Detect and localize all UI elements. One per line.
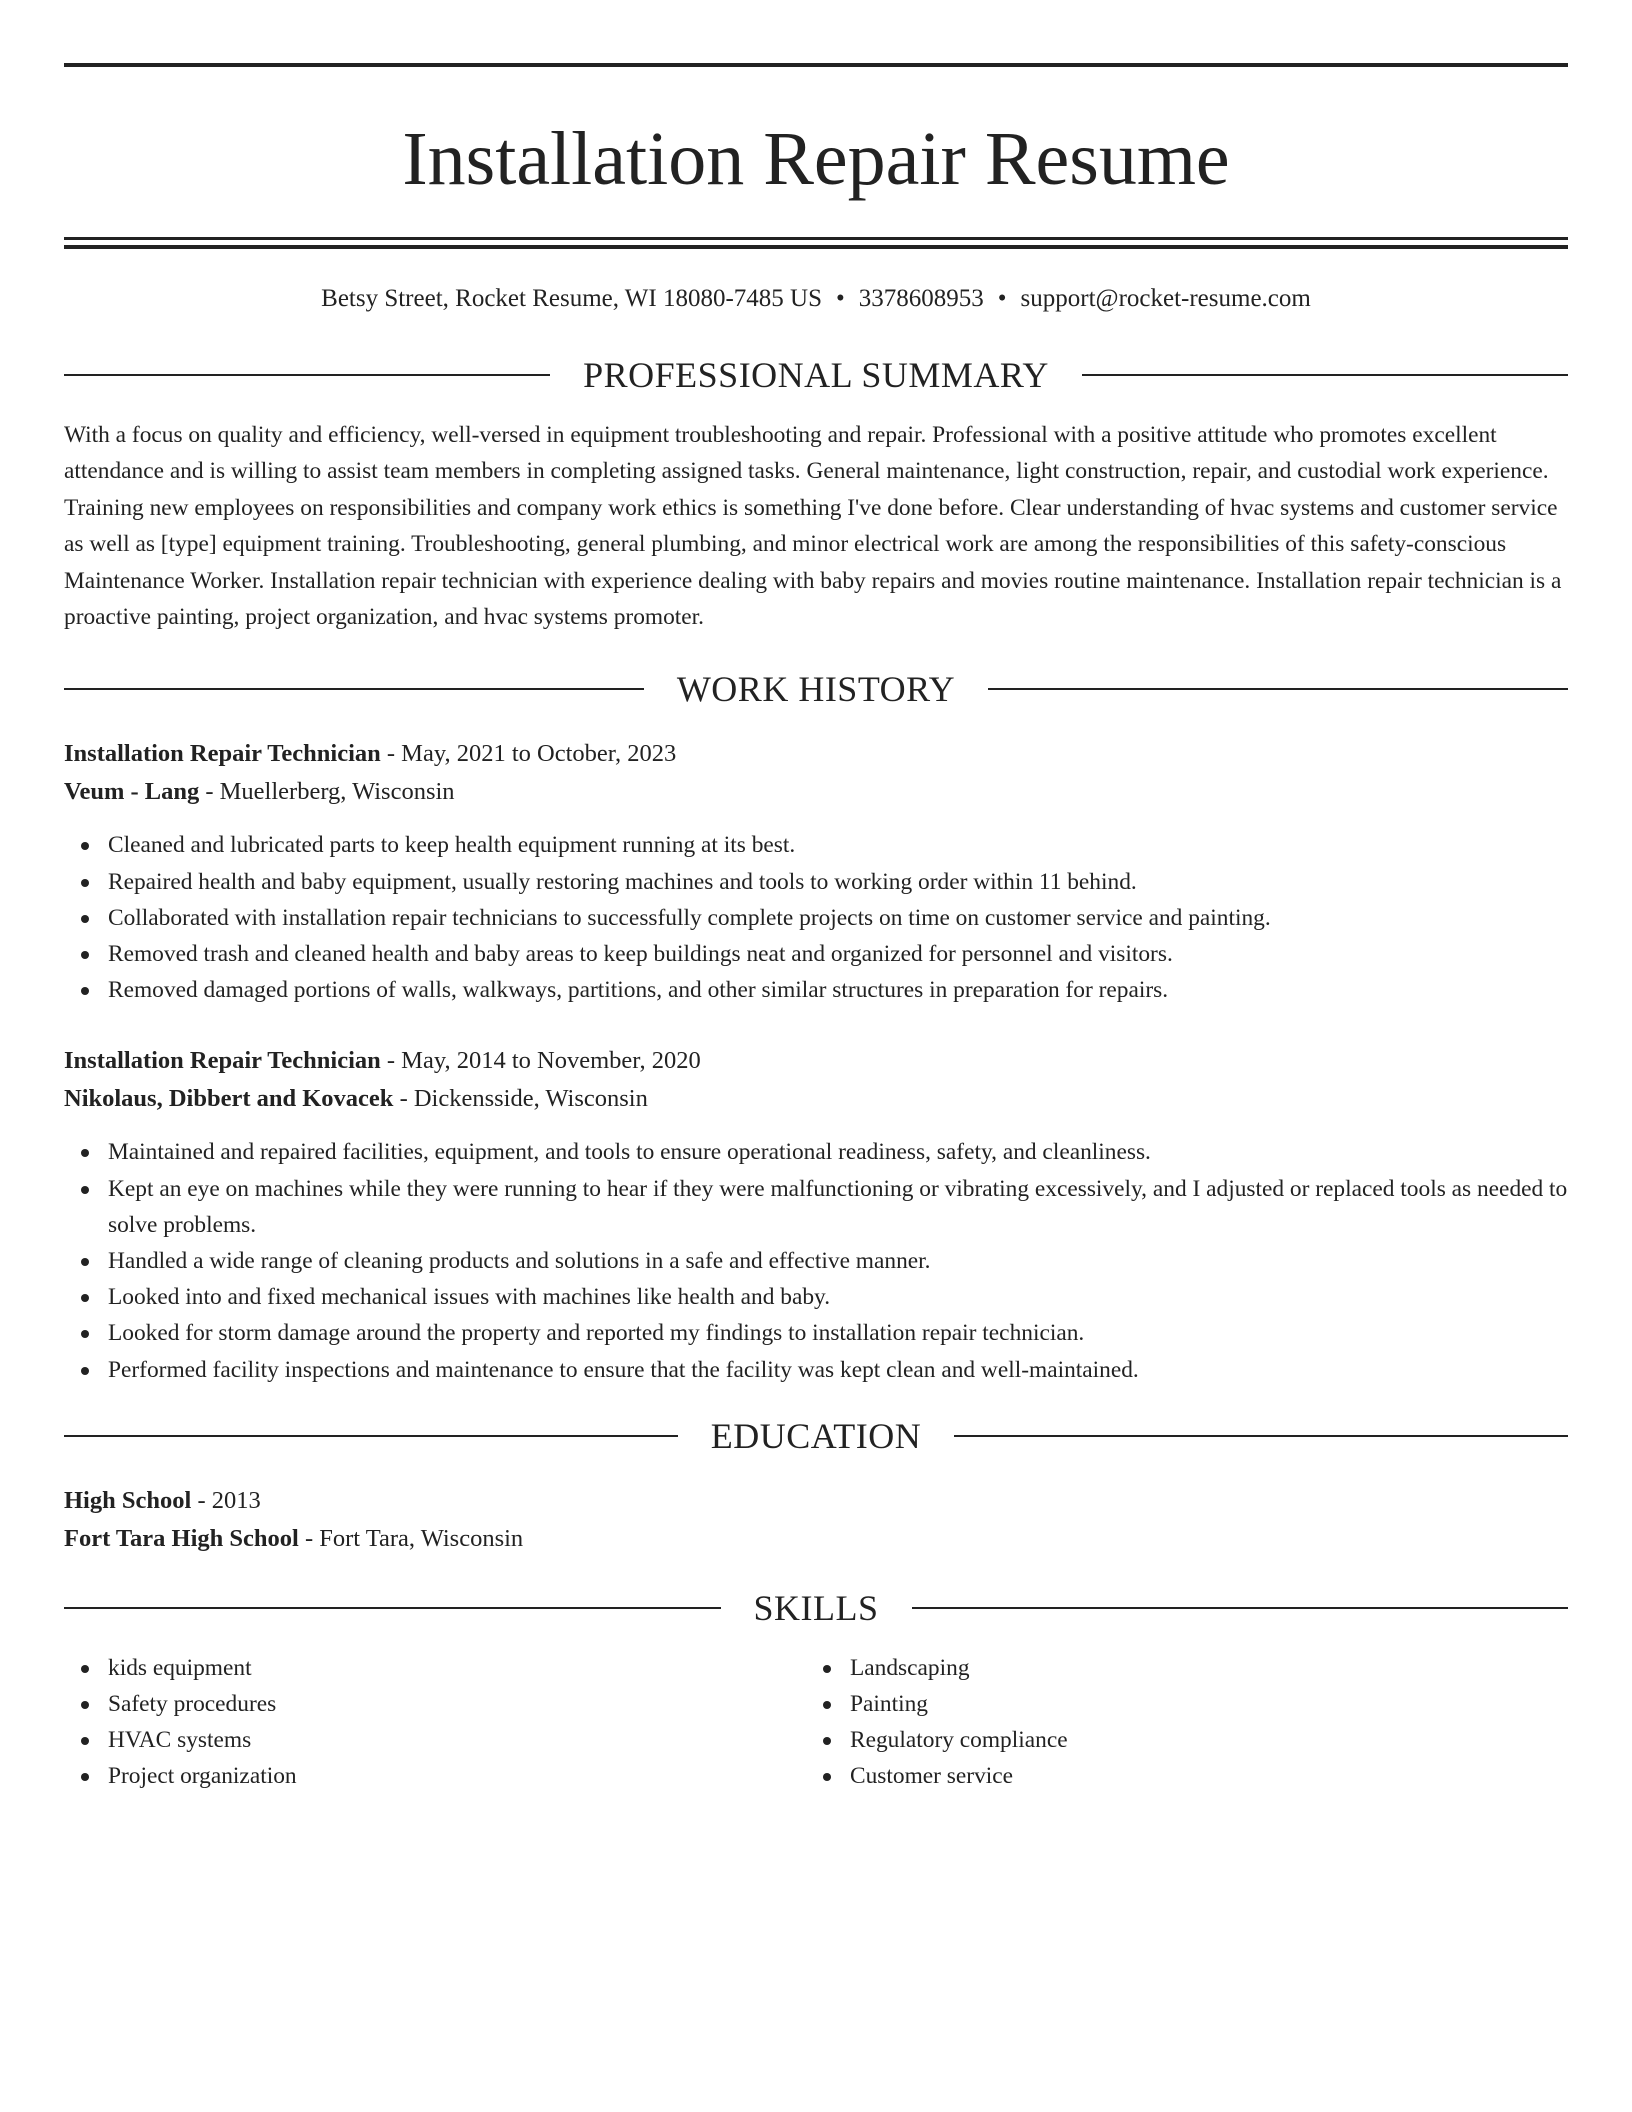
job-company-line xyxy=(64,773,1568,811)
title-double-rule xyxy=(64,237,1568,249)
skills-bullets xyxy=(64,1650,806,1795)
list-item: Handled a wide range of cleaning products and solutions in a safe and effective manner. xyxy=(64,1243,1568,1279)
heading-rule-right xyxy=(1082,374,1568,376)
contact-line xyxy=(64,283,1568,315)
summary-section-heading xyxy=(64,353,1568,397)
list-item: Repaired health and baby equipment, usually restoring machines and tools to working order within 11 behind. xyxy=(64,864,1568,900)
skills-bullets xyxy=(806,1650,1548,1795)
job-dates: - May, 2014 to November, 2020 xyxy=(380,1047,701,1075)
job-company: Veum - Lang xyxy=(64,778,200,806)
list-item: Looked into and fixed mechanical issues with machines like health and baby. xyxy=(64,1279,1568,1315)
education-degree: High School xyxy=(64,1486,192,1514)
contact-separator: • xyxy=(836,285,845,312)
job-dates: - May, 2021 to October, 2023 xyxy=(380,740,677,768)
education-section-heading xyxy=(64,1414,1568,1458)
job-company: Nikolaus, Dibbert and Kovacek xyxy=(64,1085,394,1113)
job-bullets xyxy=(64,1134,1568,1387)
list-item: Removed damaged portions of walls, walkways, partitions, and other similar structures in preparation for repairs. xyxy=(64,972,1568,1008)
work-heading-label: WORK HISTORY xyxy=(676,669,956,710)
skill-item: Safety procedures xyxy=(64,1686,806,1722)
heading-rule-right xyxy=(954,1435,1568,1437)
contact-email: support@rocket-resume.com xyxy=(1020,285,1311,312)
education-school-line xyxy=(64,1520,1568,1558)
education-year: - 2013 xyxy=(191,1486,261,1514)
skill-item: Landscaping xyxy=(806,1650,1548,1686)
skills-column-right xyxy=(806,1650,1548,1795)
job-company-line xyxy=(64,1080,1568,1118)
summary-text: With a focus on quality and efficiency, well-versed in equipment troubleshooting and repair. Professional with a positive attitude who promotes excellent attendance and is willing to assist team members in completing assigned tasks. General maintenance, light construction, repair, and custodial work experience. Training new employees on responsibilities and company work ethics is something I've done before. Clear understanding of hvac systems and customer service as well as [type] equipment training. Troubleshooting, general plumbing, and minor electrical work are among the responsibilities of this safety-conscious Maintenance Worker. Installation repair technician with experience dealing with baby repairs and movies routine maintenance. Installation repair technician is a proactive painting, project organization, and hvac systems promoter. xyxy=(64,422,1562,631)
heading-rule-left xyxy=(64,688,644,690)
heading-rule-right xyxy=(988,688,1568,690)
job-title-line xyxy=(64,1042,1568,1080)
job-title: Installation Repair Technician xyxy=(64,740,381,768)
contact-address: Betsy Street, Rocket Resume, WI 18080-7485 US xyxy=(321,285,823,312)
education-heading-label: EDUCATION xyxy=(710,1415,922,1456)
education-degree-line xyxy=(64,1482,1568,1520)
job-title-line xyxy=(64,735,1568,773)
job-title: Installation Repair Technician xyxy=(64,1047,381,1075)
education-entry xyxy=(64,1482,1568,1558)
list-item: Removed trash and cleaned health and baby areas to keep buildings neat and organized for personnel and visitors. xyxy=(64,936,1568,972)
job-location: - Muellerberg, Wisconsin xyxy=(199,778,455,806)
education-school: Fort Tara High School xyxy=(64,1524,299,1552)
work-section-heading xyxy=(64,667,1568,711)
skill-item: HVAC systems xyxy=(64,1722,806,1758)
job-entry xyxy=(64,1042,1568,1387)
skill-item: Regulatory compliance xyxy=(806,1722,1548,1758)
heading-rule-left xyxy=(64,1607,721,1609)
heading-rule-left xyxy=(64,1435,678,1437)
list-item: Cleaned and lubricated parts to keep health equipment running at its best. xyxy=(64,827,1568,863)
job-entry xyxy=(64,735,1568,1008)
skill-item: Customer service xyxy=(806,1758,1548,1794)
list-item: Collaborated with installation repair technicians to successfully complete projects on time on customer service and painting. xyxy=(64,900,1568,936)
list-item: Performed facility inspections and maintenance to ensure that the facility was kept clean and well-maintained. xyxy=(64,1352,1568,1388)
skill-item: Project organization xyxy=(64,1758,806,1794)
list-item: Looked for storm damage around the property and reported my findings to installation repair technician. xyxy=(64,1315,1568,1351)
list-item: Maintained and repaired facilities, equipment, and tools to ensure operational readiness, safety, and cleanliness. xyxy=(64,1134,1568,1170)
skills-section-heading xyxy=(64,1586,1568,1630)
education-location: - Fort Tara, Wisconsin xyxy=(298,1524,524,1552)
skills-heading-label: SKILLS xyxy=(753,1587,879,1628)
skill-item: Painting xyxy=(806,1686,1548,1722)
job-location: - Dickensside, Wisconsin xyxy=(393,1085,648,1113)
heading-rule-right xyxy=(912,1607,1569,1609)
heading-rule-left xyxy=(64,374,550,376)
skills-column-left xyxy=(64,1650,806,1795)
skill-item: kids equipment xyxy=(64,1650,806,1686)
contact-separator: • xyxy=(997,285,1007,312)
list-item: Kept an eye on machines while they were running to hear if they were malfunctioning or vibrating excessively, and I adjusted or replaced tools as needed to solve problems. xyxy=(64,1171,1568,1243)
skills-list xyxy=(64,1650,1568,1795)
contact-phone: 3378608953 xyxy=(858,285,984,312)
summary-heading-label: PROFESSIONAL SUMMARY xyxy=(583,355,1049,395)
resume-title: Installation Repair Resume xyxy=(402,117,1230,201)
top-rule xyxy=(64,63,1568,67)
job-bullets xyxy=(64,827,1568,1008)
